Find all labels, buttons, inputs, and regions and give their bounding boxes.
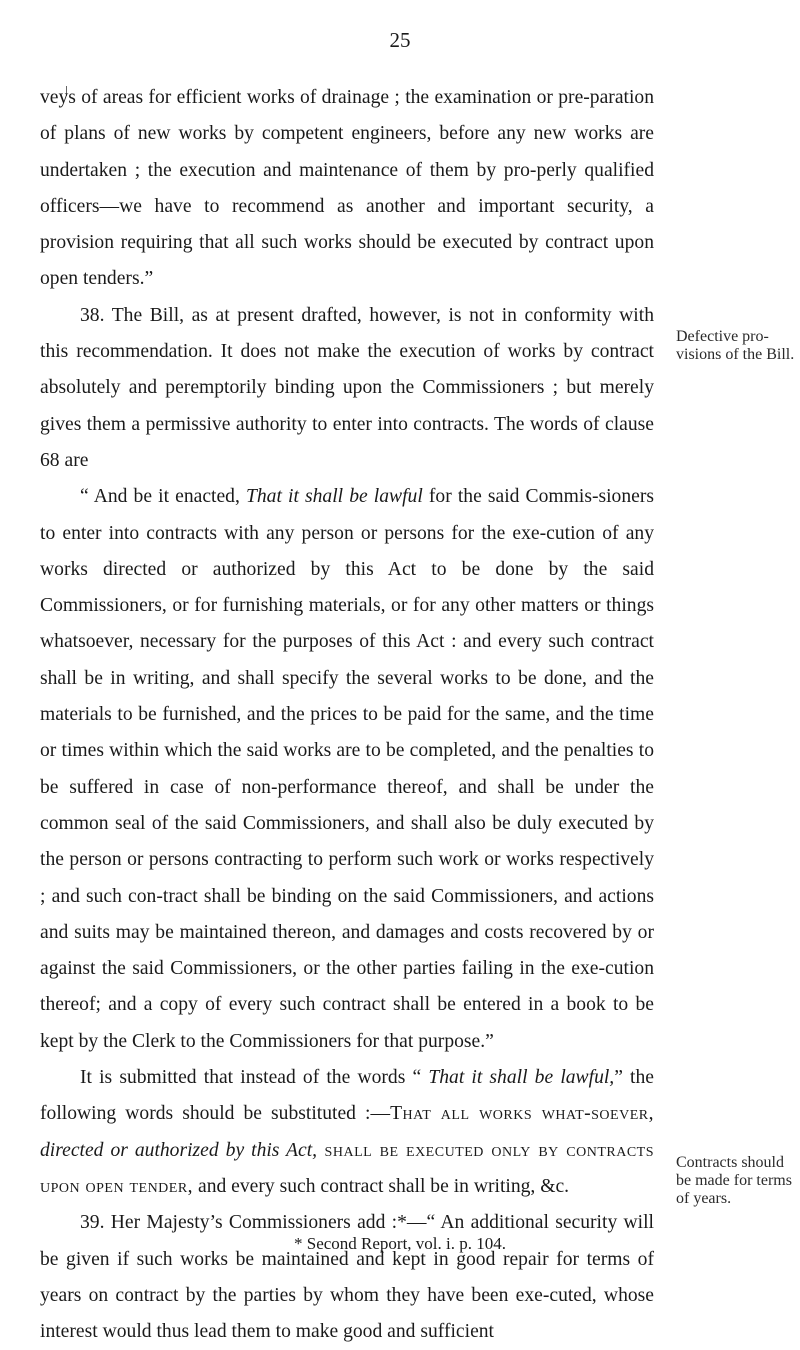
quote-italic-phrase: That it shall be lawful (245, 486, 423, 508)
margin-note-contracts-terms: Contracts should be made for terms of years. (676, 1154, 792, 1207)
substitution-small-caps-1: That all works what-soever, (390, 1103, 654, 1125)
paragraph-continuation: veys of areas for efficient works of drainage ; the examination or pre-paration of plans of new works by competent engineers, before any new works are undertaken ; the execution and maintenance of them by pro-perly qualified officers—we have to recommend as another and important security, a provision requiring that all such works should be executed by contract upon open tenders.” (40, 87, 654, 290)
quote-body: for the said Commis-sioners to enter into contracts with any person or persons for the exe-cution of any works directed or authorized by this Act to be done by the said Commissioners, or for furnishing materials, or for any other matters or things whatsoever, necessary for the purposes of this Act : and every such contract shall be in writing, and shall specify the several works to be done, and the materials to be furnished, and the prices to be paid for the same, and the time or times within which the said works are to be completed, and the penalties to be suffered in case of non-performance thereof, and shall be under the common seal of the said Commissioners, and shall also be duly executed by the person or persons contracting to perform such work or works respectively ; and such con-tract shall be binding on the said Commissioners, and actions and suits may be maintained thereon, and damages and costs recovered by or against the said Commissioners, or the other parties failing in the exe-cution thereof; and a copy of every such contract shall be entered in a book to be kept by the Clerk to the Commissioners for that purpose.” (40, 486, 654, 1052)
paragraph-39: 39. Her Majesty’s Commissioners add :*—“ An additional security will be given if such works be maintained and kept in good repair for terms of years on contract by the parties by whom they have been exe-cuted, whose interest would thus lead them to make good and sufficient (40, 1212, 654, 1343)
substitution-italic: directed or authorized by this Act, (40, 1139, 318, 1161)
paragraph-submission (40, 1060, 654, 1205)
submission-italic-phrase: That it shall be lawful, (428, 1067, 615, 1089)
margin-note-defective-provisions: Defective pro-visions of the Bill. (676, 328, 795, 363)
footnote: * Second Report, vol. i. p. 104. (293, 1234, 506, 1253)
substitution-small-caps-2: shall be executed only by contracts upon open tender, (40, 1139, 654, 1197)
quote-opening: “ And be it enacted, (80, 486, 246, 508)
submission-intro: It is submitted that instead of the words “ (80, 1067, 429, 1089)
submission-end: and every such contract shall be in writing, &c. (193, 1175, 570, 1197)
body-text (40, 80, 654, 1350)
paragraph-clause-68-quote (40, 479, 654, 1060)
submission-middle: ” the following words should be substituted :— (40, 1067, 654, 1125)
paragraph-38: 38. The Bill, as at present drafted, however, is not in conformity with this recommendation. It does not make the execution of works by contract absolutely and peremptorily binding upon the Commissioners ; but merely gives them a permissive authority to enter into contracts. The words of clause 68 are (40, 304, 654, 471)
page-number: 25 (389, 28, 411, 52)
